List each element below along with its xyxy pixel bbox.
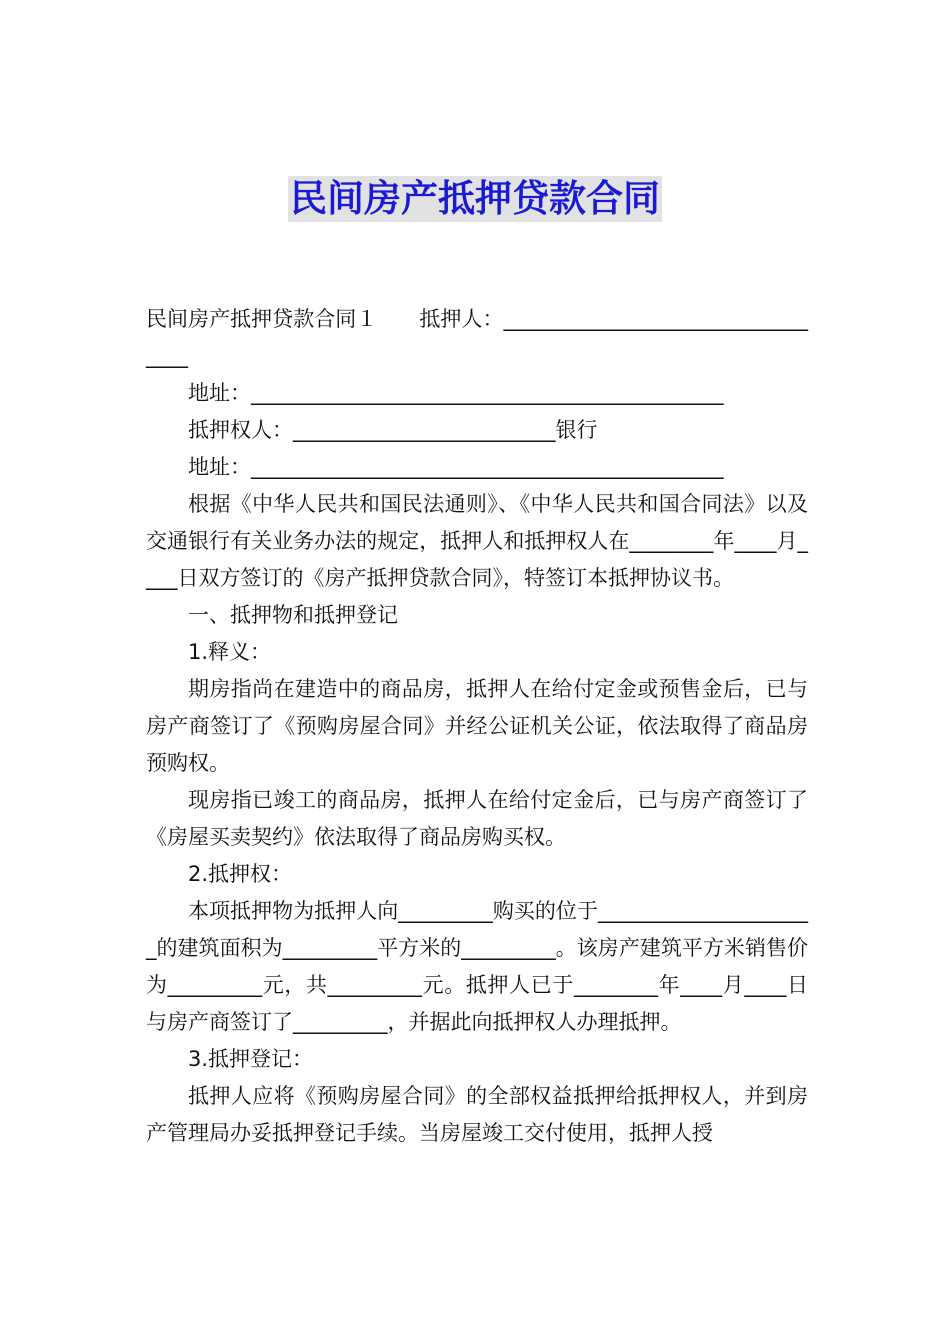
- paragraph-mortgagee: 抵押权人：_________________________银行: [188, 418, 598, 442]
- paragraph-header: 民间房产抵押贷款合同１ 抵押人：_________________________________: [146, 307, 808, 368]
- document-body: [146, 301, 808, 1152]
- paragraph-basis: 根据《中华人民共和国民法通则》、《中华人民共和国合同法》以及交通银行有关业务办法的规定，抵押人和抵押权人在________年____月____日双方签订的《房产抵押贷款合同》，特签订本抵押协议书。: [146, 492, 808, 590]
- title-wrap: [0, 176, 950, 222]
- paragraph-address-2: 地址：_____________________________________________: [188, 455, 724, 479]
- clause-heading-2: 2.抵押权：: [188, 862, 293, 886]
- section-heading-1: 一、抵押物和抵押登记: [188, 603, 398, 627]
- paragraph-mortgage-right: 本项抵押物为抵押人向_________购买的位于_____________________的建筑面积为_________平方米的_________。该房产建筑平方米销售价为_________元，共_________元。抵押人已于________年____月____日与房产商签订了_________，并据此向抵押权人办理抵押。: [146, 899, 808, 1034]
- clause-heading-1: 1.释义：: [188, 640, 272, 664]
- paragraph-existing-house: 现房指已竣工的商品房，抵押人在给付定金后，已与房产商签订了《房屋买卖契约》依法取得了商品房购买权。: [146, 788, 808, 849]
- document-title: 民间房产抵押贷款合同: [290, 177, 660, 220]
- paragraph-registration: 抵押人应将《预购房屋合同》的全部权益抵押给抵押权人，并到房产管理局办妥抵押登记手续。当房屋竣工交付使用，抵押人授: [146, 1084, 808, 1145]
- paragraph-futures-house: 期房指尚在建造中的商品房，抵押人在给付定金或预售金后，已与房产商签订了《预购房屋合同》并经公证机关公证，依法取得了商品房预购权。: [146, 677, 808, 775]
- paragraph-address-1: 地址：_____________________________________________: [188, 381, 724, 405]
- clause-heading-3: 3.抵押登记：: [188, 1047, 314, 1071]
